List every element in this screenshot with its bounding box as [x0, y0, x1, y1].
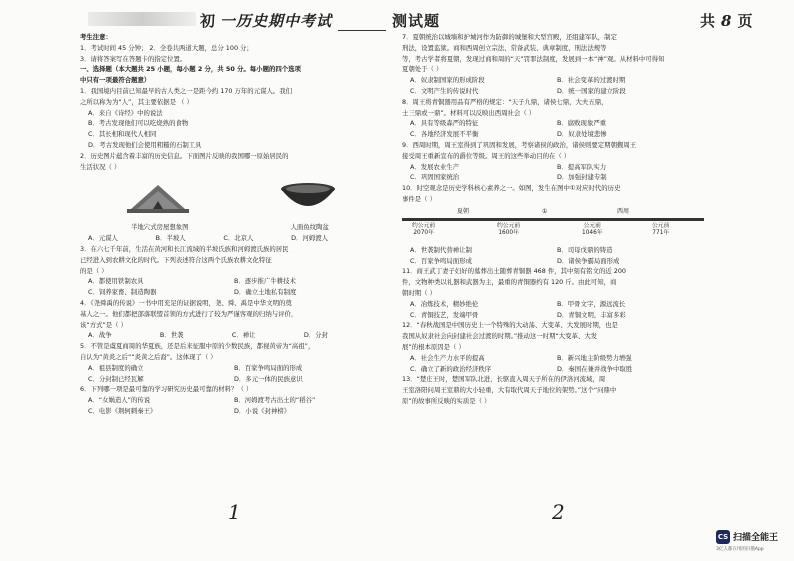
- q13-stem: 13．“楚庄王时，楚国军队北进，长驱直入周天子所在的伊洛河流域，周: [402, 375, 606, 384]
- q2-captions: [80, 222, 380, 233]
- q8-options-row-2: [402, 129, 704, 140]
- point-3-year: 1046年: [582, 229, 603, 236]
- q7-options-row-1: [402, 75, 704, 86]
- q11-options-row-2: [402, 310, 704, 321]
- q11-stem-3: 朝时期（ ）: [402, 288, 436, 297]
- scan-smudge: [88, 12, 196, 26]
- q11-options-row-1: [402, 299, 704, 310]
- right-column: [402, 32, 704, 407]
- q11-stem: 11．商王武丁妻子妇好的墓葬出土随葬青铜器 468 件，其中刻有铭文的近 200: [402, 267, 626, 276]
- pit-house-figure: [123, 179, 193, 215]
- q6-option-d: D．小说《封神榜》: [234, 406, 291, 415]
- timeline-point-1: [412, 223, 435, 237]
- q8-option-a: A．具有等级森严的特征: [410, 119, 479, 128]
- q10-option-d: D．诸侯争霸局面形成: [557, 256, 620, 265]
- question-6: [80, 384, 380, 416]
- q11-stem-2: 件，文物种类以礼器和武器为主，最重的青铜器约有 120 斤。由此可知，商: [402, 278, 617, 287]
- caption-fish-bowl: 人面鱼纹陶盆: [290, 223, 329, 232]
- question-9: [402, 140, 704, 183]
- page-number-right: 2: [552, 500, 565, 524]
- q10-stem-2: 事件是（ ）: [402, 194, 436, 203]
- q4-stem-3: 该“方式”是（ ）: [80, 320, 127, 329]
- q5-option-d: D．多元一体的民族意识: [234, 374, 303, 383]
- section-heading: 一、选择题（本大题共 25 小题，每小题 2 分，共 50 分。每小题的四个选项: [80, 65, 301, 74]
- q7-stem-3: 等，考古学者将夏朝，发现过商和周的“天”罚罪法制度，发展到一本“神”观。从材料中可得知: [402, 54, 665, 63]
- q10-option-b: B．司母戊鼎的铸造: [557, 245, 613, 254]
- q13-stem-3: 原”的故事所反映的实质是（ ）: [402, 396, 491, 405]
- q4-option-a: A．战争: [88, 331, 112, 340]
- q6-option-b: B．河姆渡考古出土的“稻谷”: [234, 396, 316, 405]
- q9-option-b: B．提高军队实力: [557, 162, 607, 171]
- scanner-logo-icon: CS: [716, 530, 730, 544]
- q7-option-b: B．社会变革的过渡时期: [557, 76, 626, 85]
- q7-option-a: A．奴隶制国家的形成阶段: [410, 76, 485, 85]
- q7-stem-2: 刑法，设置监狱。商和西周创立宗法、常备武装、典章制度、刑法法规等: [402, 43, 607, 52]
- pages-number: 8: [721, 12, 732, 30]
- q2-option-b: B．半坡人: [155, 234, 186, 243]
- q12-options-row-1: [402, 353, 704, 364]
- q3-option-a: A．都使用铁制农具: [88, 277, 144, 286]
- page-number-left: 1: [228, 500, 241, 524]
- q4-options: [80, 330, 328, 341]
- q10-options-row-1: [402, 245, 704, 256]
- question-3: [80, 244, 380, 298]
- timeline-point-4: [652, 223, 669, 237]
- q5-option-c: C．分封制已经瓦解: [88, 374, 144, 383]
- q3-stem: 3．在六七千年前，生活在黄河和长江流域的半坡氏族和河姆渡氏族的居民: [80, 244, 289, 253]
- point-4-year: 771年: [652, 229, 670, 236]
- title-underline: [338, 16, 386, 31]
- q5-option-b: B．百家争鸣局面的形成: [234, 363, 303, 372]
- question-13: [402, 374, 704, 406]
- q7-option-d: D．统一国家的建立阶段: [557, 86, 626, 95]
- q10-option-a: A．世袭制代替禅让制: [410, 245, 472, 254]
- q3-stem-2: 已经进入到农耕文化的时代。下列表述符合这两个氏族农耕文化特征: [80, 255, 272, 264]
- scanner-app-name: 扫描全能王: [733, 533, 779, 543]
- q10-stem: 10．时空观念是历史学科核心素养之一。如图，发生在图中①对应时代的历史: [402, 184, 621, 193]
- point-2-year: 1600年: [498, 229, 519, 236]
- timeline-point-2: [497, 223, 520, 237]
- q1-option-b: B．考古发现他们可以吃烧熟的食物: [88, 119, 189, 128]
- q9-options-row-2: [402, 172, 704, 183]
- question-7: [402, 32, 704, 97]
- q7-option-c: C．文明产生的传说时代: [410, 86, 479, 95]
- section-heading-2: 中只有一项最符合题意）: [80, 76, 151, 85]
- q7-options-row-2: [402, 86, 704, 97]
- q2-figures: [80, 174, 380, 220]
- q12-stem-2: 我国从奴隶社会向封建社会过渡的时期。”推动这一时期“大变革、大发: [402, 332, 598, 341]
- note-2: 3．请将答案写在答题卡的指定位置。: [80, 54, 187, 63]
- q7-stem-4: 夏朝处于（ ）: [402, 65, 443, 74]
- question-11: [402, 266, 704, 320]
- q1-option-c: C．其长相和现代人相同: [88, 130, 157, 139]
- title-prefix: 初: [200, 12, 217, 30]
- point-1-year: 2070年: [413, 229, 434, 236]
- q6-stem: 6．下列哪一项是最可靠的学习研究历史最可靠的材料？（ ）: [80, 385, 253, 394]
- pages-prefix: 共: [700, 12, 716, 30]
- point-2-label: 约公元前: [497, 222, 521, 229]
- q6-option-a: A．“女娲造人”的传说: [88, 396, 151, 405]
- q12-option-a: A．社会生产力水平的提高: [410, 353, 485, 362]
- q5-option-a: A．祖县制度的确立: [88, 363, 144, 372]
- q1-stem: 1．我国境内目前已知最早的古人类之一是距今约 170 万年的元谋人。我们: [80, 86, 293, 95]
- q9-option-a: A．发展农业生产: [410, 162, 460, 171]
- scanner-tagline: 3亿人都在用的扫描App: [716, 547, 764, 552]
- point-3-label: 公元前: [583, 222, 601, 229]
- q5-options-row-1: [80, 363, 380, 374]
- pit-house-illustration: [123, 179, 193, 215]
- dynasty-timeline: [402, 207, 704, 241]
- question-1: [80, 86, 380, 151]
- q11-option-b: B．甲骨文字，源远流长: [557, 299, 626, 308]
- q10-option-c: C．百家争鸣局面形成: [410, 256, 472, 265]
- question-12: [402, 320, 704, 374]
- q7-stem: 7．夏朝统治以城墙和护城河作为防御的城堡和大型宫殿，还组建军队，制定: [402, 33, 617, 41]
- era-blank: ①: [542, 207, 548, 215]
- q8-stem: 8．周王将青铜器用品有严格的规定：“天子九鼎，诸侯七鼎，大夫五鼎，: [402, 97, 608, 106]
- q2-options: [80, 233, 328, 244]
- caption-pit-house: 半地穴式房屋想象图: [131, 223, 189, 232]
- q2-stem: 2．历史图片蕴含着丰富的历史信息。下面图片反映的我国哪一原始居民的: [80, 151, 289, 160]
- q3-stem-3: 的是（ ）: [80, 266, 108, 275]
- q9-option-c: C．巩固国家统治: [410, 173, 460, 182]
- q4-option-b: B．世袭: [159, 331, 184, 340]
- q2-stem-2: 生活状况（ ）: [80, 162, 121, 171]
- q13-stem-2: 王室洛阳问周王室鼎的大小轻重，大有取代周天子地位的架势。”这个“问鼎中: [402, 386, 617, 395]
- q12-stem-3: 展”的根本原因是（ ）: [402, 342, 465, 351]
- title-suffix: 测试题: [392, 12, 441, 30]
- q3-option-c: C．饲养家畜、制造陶器: [88, 288, 157, 297]
- q12-option-b: B．新兴地主阶级势力增强: [557, 353, 632, 362]
- notes-heading: 考生注意：: [80, 33, 112, 41]
- q11-option-c: C．青铜技艺，发端甲骨: [410, 310, 479, 319]
- q1-option-d: D．考古发现他们会使用粗糙的石制工具: [88, 140, 202, 149]
- question-2: [80, 151, 380, 244]
- question-8: [402, 97, 704, 140]
- q3-options-row-2: [80, 287, 380, 298]
- q3-options-row-1: [80, 276, 380, 287]
- q9-stem: 9．西周时期，周王室得到了巩固和发展，考察诸侯的政治，诸侯则要定期朝觐周王: [402, 140, 637, 149]
- era-western-zhou: 西周: [617, 207, 630, 215]
- exam-title: [200, 10, 440, 31]
- q12-stem: 12．“春秋战国是中国历史上一个特殊的大动荡、大变革、大发展时期，也是: [402, 321, 618, 330]
- q8-option-b: B．腐败现象严重: [557, 119, 607, 128]
- title-handwritten: 一历史期中考试: [220, 12, 333, 30]
- q4-stem-2: 基人之一。他们都把部落联盟首领的方式进行了较为严谨客观的归纳与评价，: [80, 309, 298, 318]
- q6-options-row-2: [80, 406, 380, 417]
- q9-stem-2: 接受周王重新宣布的爵位等级。周王的这些举动目的在（ ）: [402, 151, 571, 160]
- q6-option-c: C．电影《荆轲刺秦王》: [88, 406, 157, 415]
- q6-options-row-1: [80, 395, 380, 406]
- q4-stem: 4．《尧舜禹的传说》一书中用充足的证据说明，尧、舜、禹是中华文明的奠: [80, 298, 292, 307]
- q12-option-c: C．确立了新的政治经济秩序: [410, 364, 492, 373]
- q8-options-row-1: [402, 118, 704, 129]
- point-4-label: 公元前: [652, 222, 670, 229]
- q9-options-row-1: [402, 162, 704, 173]
- question-10: [402, 183, 704, 266]
- fish-bowl-figure: [278, 179, 338, 215]
- q3-option-b: B．逐步推广牛耕技术: [234, 277, 296, 286]
- timeline-bar: [402, 218, 704, 221]
- q2-option-d: D．河姆渡人: [291, 234, 328, 243]
- q3-option-d: D．确立土地私有制度: [234, 288, 297, 297]
- q10-options-row-2: [402, 256, 704, 267]
- q8-option-c: C．各地经济发展不平衡: [410, 130, 479, 139]
- fish-bowl-illustration: [278, 179, 338, 215]
- q11-option-d: D．青铜文明，丰富多彩: [557, 310, 626, 319]
- left-column: [80, 32, 380, 417]
- era-xia: 夏朝: [457, 207, 470, 215]
- q5-stem: 5．不管是虞夏商周的华夏族，还是后来征服中原的少数民族，都视黄帝为“高祖”，: [80, 342, 315, 351]
- question-5: [80, 341, 380, 384]
- q8-stem-2: 士三鼎或一鼎”。材料可以反映出西周社会（ ）: [402, 108, 536, 117]
- q12-options-row-2: [402, 364, 704, 375]
- page-count: [700, 10, 752, 31]
- question-4: [80, 298, 380, 341]
- pages-suffix: 页: [737, 12, 753, 30]
- q1-stem-2: 之所以称为为“人”，其主要依据是 （ ）: [80, 97, 193, 106]
- scanner-watermark: [716, 527, 794, 561]
- q11-option-a: A．冶炼技术，精妙绝伦: [410, 299, 479, 308]
- q12-option-d: D．秦国在兼并战争中取胜: [557, 364, 633, 373]
- q1-option-a: A．来自《诗经》中的说法: [88, 108, 163, 117]
- q4-option-d: D．分封: [303, 331, 328, 340]
- q2-option-a: A．元谋人: [88, 234, 118, 243]
- q5-stem-2: 自认为“黄炎之后”“炎黄之后裔”。这体现了（ ）: [80, 352, 217, 361]
- q4-option-c: C．禅让: [231, 331, 256, 340]
- point-1-label: 约公元前: [412, 222, 436, 229]
- q2-option-c: C．北京人: [223, 234, 254, 243]
- q5-options-row-2: [80, 374, 380, 385]
- q9-option-d: D．加强封建专制: [557, 173, 607, 182]
- timeline-point-3: [582, 223, 603, 237]
- note-1: 1．考试时间 45 分钟； 2．全卷共两道大题，总分 100 分；: [80, 43, 253, 52]
- timeline-eras: [402, 207, 704, 217]
- q8-option-d: D．奴隶处境悲惨: [557, 130, 607, 139]
